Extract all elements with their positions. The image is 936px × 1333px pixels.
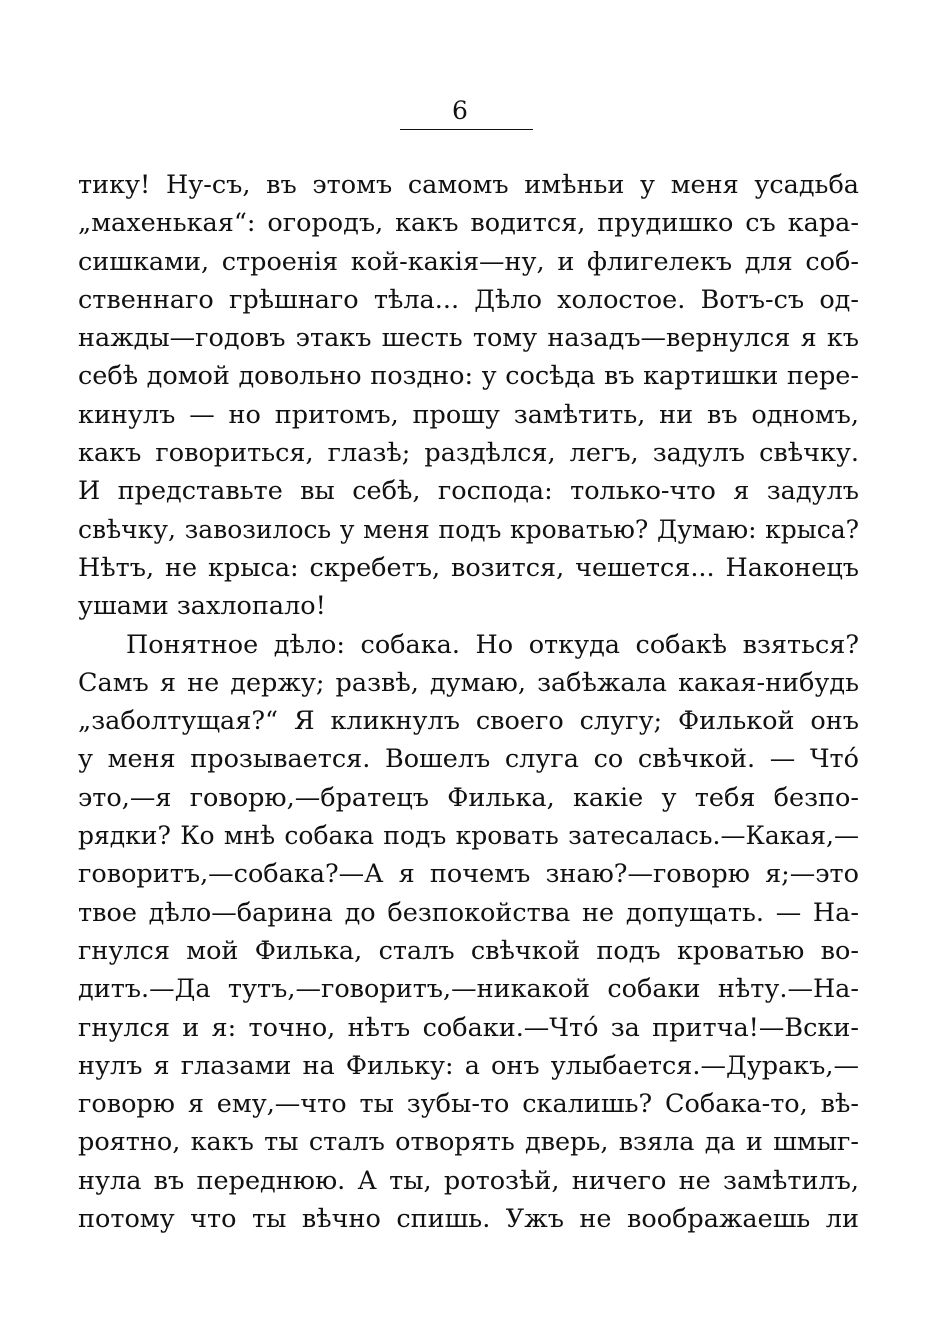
text-line: себѣ домой довольно поздно: у сосѣда въ картишки пере-	[78, 361, 859, 392]
text-line: И представьте вы себѣ, господа: только-что я задулъ	[78, 476, 859, 507]
text-line: свѣчку, завозилось у меня подъ кроватью? Думаю: крыса?	[78, 514, 859, 544]
text-line: гнулся мой Филька, сталъ свѣчкой подъ кроватью во-	[78, 935, 859, 966]
text-line: гнулся и я: точно, нѣтъ собаки.—Что́ за притча!—Вски-	[78, 1012, 859, 1043]
paragraph-2	[78, 626, 859, 1239]
text-line: Нѣтъ, не крыса: скребетъ, возится, чешется... Наконецъ	[78, 552, 859, 583]
text-line: роятно, какъ ты сталъ отворять дверь, взяла да и шмыг-	[78, 1127, 859, 1158]
text-line: сишками, строенія кой-какія—ну, и флигелекъ для соб-	[78, 246, 859, 277]
text-line: Самъ я не держу; развѣ, думаю, забѣжала какая-нибудь	[78, 667, 859, 698]
text-line: ственнаго грѣшнаго тѣла... Дѣло холостое. Вотъ-съ од-	[78, 284, 859, 315]
page-number: 6	[452, 96, 468, 125]
text-line: потому что ты вѣчно спишь. Ужъ не воображаешь ли	[78, 1204, 859, 1235]
text-line: кинулъ — но притомъ, прошу замѣтить, ни въ одномъ,	[78, 399, 859, 430]
text-line: говоритъ,—собака?—А я почемъ знаю?—говорю я;—это	[78, 859, 859, 890]
text-line: какъ говориться, глазѣ; раздѣлся, легъ, задулъ свѣчку.	[78, 438, 859, 469]
page-body	[78, 166, 859, 1238]
text-line: ушами захлопало!	[78, 591, 326, 622]
text-line: „заболтущая?“ Я кликнулъ своего слугу; Филькой онъ	[78, 706, 859, 737]
text-line: нулъ я глазами на Фильку: а онъ улыбается.—Дуракъ,—	[78, 1050, 859, 1081]
paragraph-1	[78, 166, 859, 626]
text-line: рядки? Ко мнѣ собака подъ кровать затесалась.—Какая,—	[78, 821, 859, 851]
text-line: „махенькая“: огородъ, какъ водится, прудишко съ кара-	[78, 208, 859, 239]
text-line: Понятное дѣло: собака. Но откуда собакѣ взяться?	[126, 629, 859, 660]
header-rule	[400, 129, 533, 130]
text-line: нула въ переднюю. А ты, ротозѣй, ничего не замѣтилъ,	[78, 1165, 859, 1196]
text-line: твое дѣло—барина до безпокойства не допущать. — На-	[78, 897, 859, 928]
text-line: нажды—годовъ этакъ шесть тому назадъ—вернулся я къ	[78, 323, 859, 354]
text-line: говорю я ему,—что ты зубы-то скалишь? Собака-то, вѣ-	[78, 1089, 859, 1120]
text-line: у меня прозывается. Вошелъ слуга со свѣчкой. — Что́	[78, 744, 859, 775]
text-line: дитъ.—Да тутъ,—говоритъ,—никакой собаки нѣту.—На-	[78, 974, 859, 1005]
text-line: это,—я говорю,—братецъ Филька, какіе у тебя безпо-	[78, 782, 859, 813]
text-line: тику! Ну-съ, въ этомъ самомъ имѣньи у меня усадьба	[78, 170, 859, 200]
